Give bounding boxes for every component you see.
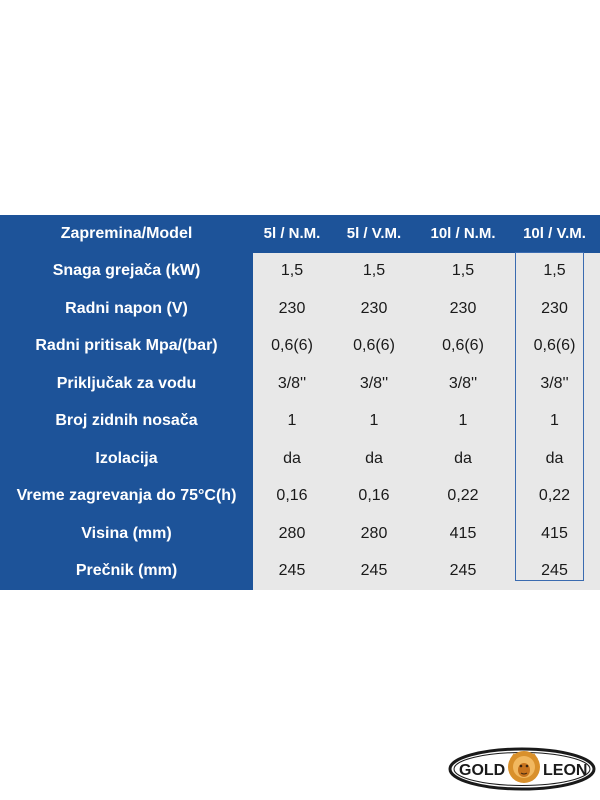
spec-table [0,215,600,590]
row-label: Prečnik (mm) [0,553,253,591]
table-row [0,440,600,478]
gold-leon-logo [447,745,597,793]
row-label: Izolacija [0,440,253,478]
cell-value: 1,5 [417,253,509,291]
cell-value: 1 [331,403,417,441]
header-label: Zapremina/Model [0,215,253,253]
header-model-1: 5l / N.M. [253,215,331,253]
table-row [0,553,600,591]
cell-value: 0,6(6) [509,328,600,366]
cell-value: 245 [331,553,417,591]
row-label: Radni napon (V) [0,290,253,328]
cell-value: 1,5 [253,253,331,291]
cell-value: 3/8'' [509,365,600,403]
table-row [0,365,600,403]
cell-value: da [509,440,600,478]
cell-value: 1 [253,403,331,441]
row-label: Broj zidnih nosača [0,403,253,441]
cell-value: da [253,440,331,478]
cell-value: 1 [509,403,600,441]
table-row [0,328,600,366]
cell-value: 0,16 [331,478,417,516]
row-label: Snaga grejača (kW) [0,253,253,291]
cell-value: 0,6(6) [331,328,417,366]
logo-text-left: GOLD [459,762,506,779]
table-row [0,478,600,516]
logo-text-right: LEON [543,762,588,779]
table-header-row [0,215,600,253]
cell-value: 1 [417,403,509,441]
table-row [0,290,600,328]
cell-value: 0,22 [509,478,600,516]
cell-value: 3/8'' [331,365,417,403]
lion-emblem-icon [508,751,540,783]
row-label: Vreme zagrevanja do 75°C(h) [0,478,253,516]
cell-value: 280 [253,515,331,553]
header-model-2: 5l / V.M. [331,215,417,253]
cell-value: 230 [417,290,509,328]
row-label: Visina (mm) [0,515,253,553]
cell-value: 280 [331,515,417,553]
cell-value: 3/8'' [253,365,331,403]
cell-value: 230 [331,290,417,328]
cell-value: 415 [417,515,509,553]
cell-value: 0,6(6) [253,328,331,366]
table-row [0,253,600,291]
header-model-4: 10l / V.M. [509,215,600,253]
cell-value: 245 [509,553,600,591]
cell-value: 3/8'' [417,365,509,403]
row-label: Priključak za vodu [0,365,253,403]
cell-value: da [417,440,509,478]
cell-value: 1,5 [331,253,417,291]
cell-value: 230 [253,290,331,328]
cell-value: 245 [417,553,509,591]
table-row [0,403,600,441]
cell-value: 0,16 [253,478,331,516]
row-label: Radni pritisak Mpa/(bar) [0,328,253,366]
cell-value: 1,5 [509,253,600,291]
cell-value: 415 [509,515,600,553]
table-row [0,515,600,553]
cell-value: 0,22 [417,478,509,516]
cell-value: da [331,440,417,478]
cell-value: 230 [509,290,600,328]
header-model-3: 10l / N.M. [417,215,509,253]
cell-value: 0,6(6) [417,328,509,366]
cell-value: 245 [253,553,331,591]
